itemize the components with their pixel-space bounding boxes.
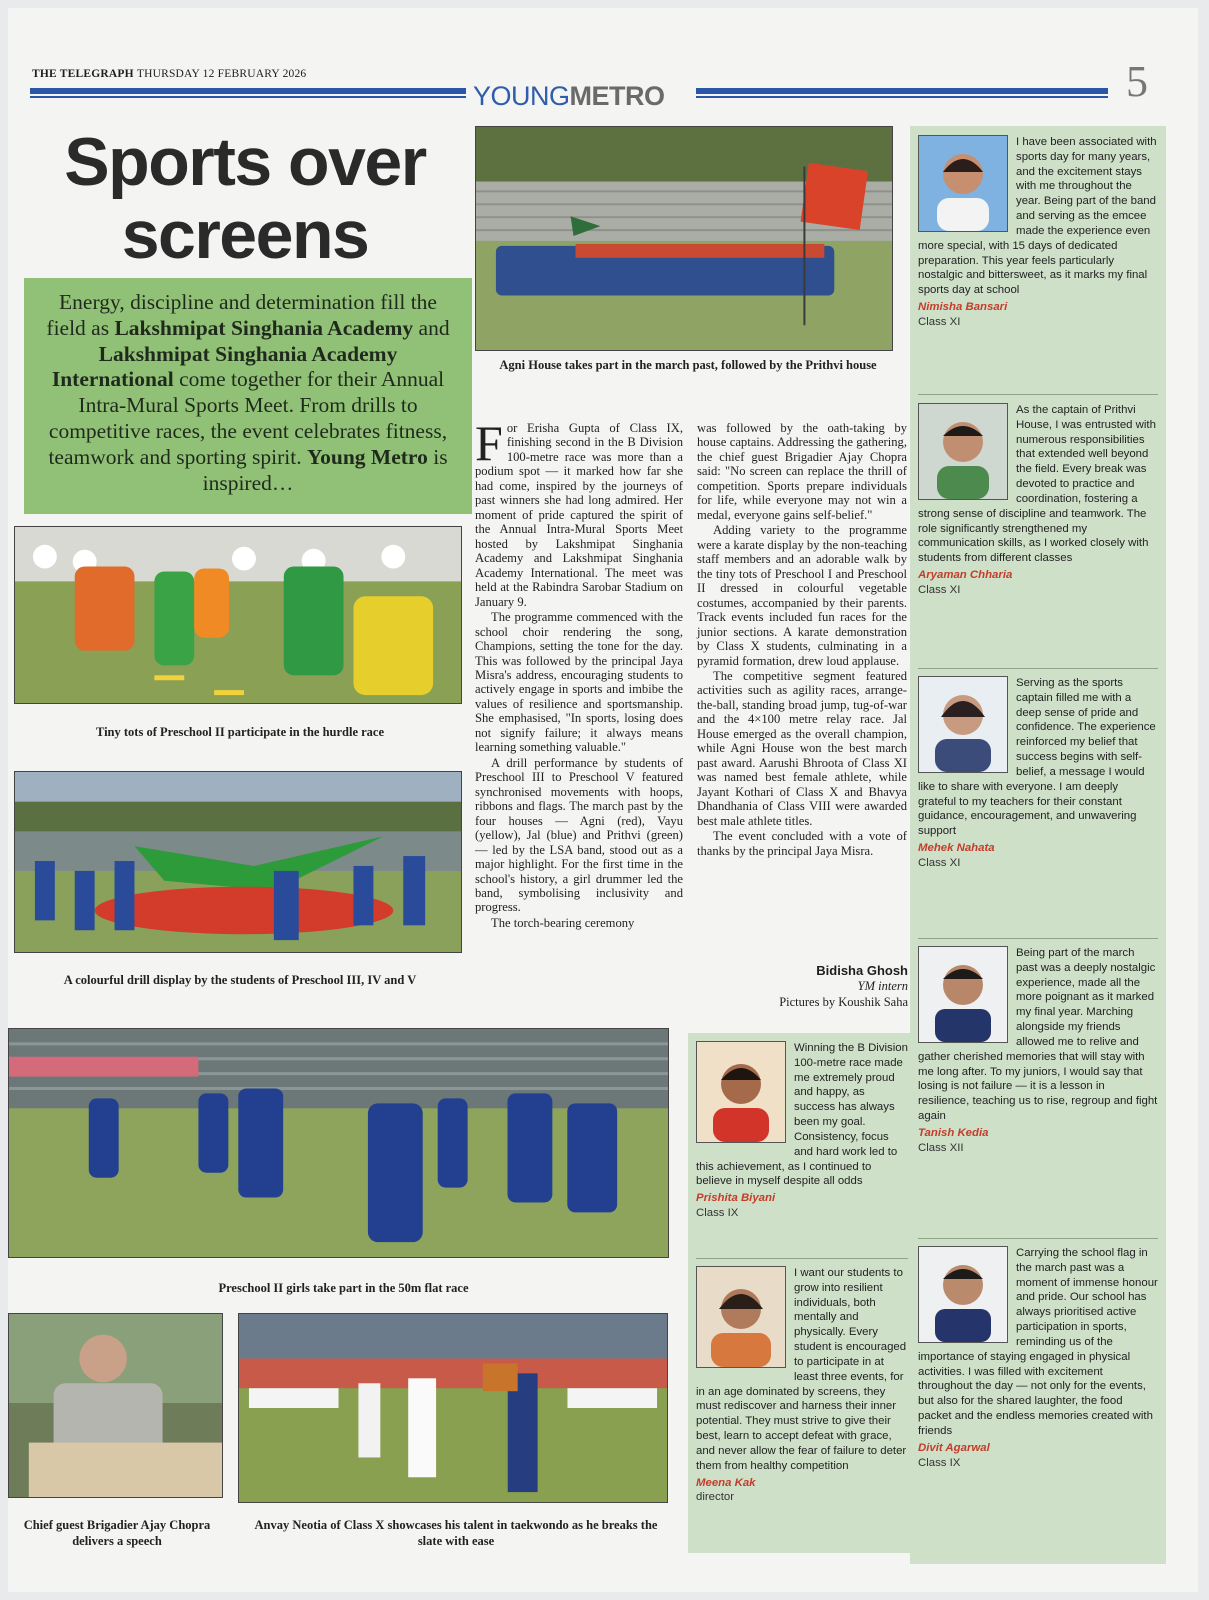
header-rule-right <box>696 88 1108 94</box>
masthead-line <box>32 68 306 80</box>
portrait-mehek <box>918 676 1008 773</box>
quote-nimisha-class: Class XI <box>918 315 961 328</box>
byline-role: YM intern <box>857 979 908 994</box>
quote-meena-text: I want our students to grow into resilient individuals, both mentally and physically. Every student is encouraged to participate in at least three events, for in an age dominated by screens, they must rediscover and harness their inner potential. They must strive to give their best, learn to accept defeat with grace, and never allow the fear of failure to deter them from healthy competition <box>696 1267 907 1472</box>
quote-prishita-text: Winning the B Division 100-metre race made me extremely proud and happy, as success has always been my goal. Consistency, focus and hard work led to this achievement, as I continued to believe in myself despite all odds <box>696 1042 908 1188</box>
article-column-2 <box>697 421 907 859</box>
paper-name: THE TELEGRAPH <box>32 68 134 80</box>
caption-taekwondo: Anvay Neotia of Class X showcases his talent in taekwondo as he breaks the slate with ease <box>254 1518 658 1548</box>
issue-date: THURSDAY 12 FEBRUARY 2026 <box>136 68 307 80</box>
quote-aryaman <box>918 403 1158 598</box>
photo-march-past <box>475 126 893 351</box>
byline-author: Bidisha Ghosh <box>816 963 908 978</box>
quote-separator <box>696 1258 908 1259</box>
portrait-nimisha <box>918 135 1008 232</box>
intro-text-3: come together for their Annual Intra-Mural Sports Meet. From drills to competitive races, the event celebrates fitness, teamwork and sporting spirit. <box>48 367 448 469</box>
quote-separator <box>918 668 1158 669</box>
photo-hurdle-race <box>14 526 462 704</box>
article-paragraph-2: The programme commenced with the school choir rendering the song, Champions, setting the tone for the day. This was followed by the principal Jaya Misra's address, encouraging students to actively engage in sports and imbibe the values of resilience and sportsmanship. She emphasised, "In sports, losing does not signify failure; it always means learning something valuable." <box>475 610 683 755</box>
quote-mehek-text: Serving as the sports captain filled me with a deep sense of pride and confidence. The experience reinforced my belief that success begins with self-belief, a message I would like to share with everyone. I am deeply grateful to my teachers for their constant guidance, encouragement, and unwavering support <box>918 677 1156 838</box>
newspaper-page <box>8 8 1198 1592</box>
quote-tanish <box>918 946 1158 1156</box>
portrait-meena <box>696 1266 786 1368</box>
caption-chief-guest-speech: Chief guest Brigadier Ajay Chopra delivers a speech <box>23 1518 211 1548</box>
headline <box>20 126 470 273</box>
article-paragraph-4: The torch-bearing ceremony <box>491 915 635 930</box>
quote-divit-name: Divit Agarwal <box>918 1441 990 1454</box>
quote-tanish-text: Being part of the march past was a deeply nostalgic experience, made all the more poignant as it marked my final year. Marching alongside my friends allowed me to relive and gather cherished memories that will stay with me long after. To my juniors, I would say that losing is not failure — it is a lesson in resilience, teaching us to rise, regroup and fight again <box>918 947 1158 1123</box>
article-paragraph-8: The event concluded with a vote of thanks by the principal Jaya Misra. <box>697 829 907 858</box>
quote-aryaman-class: Class XI <box>918 583 961 596</box>
page-number: 5 <box>1126 57 1148 106</box>
quote-divit <box>918 1246 1158 1470</box>
quote-separator <box>918 394 1158 395</box>
caption-march-past: Agni House takes part in the march past, followed by the Prithvi house <box>499 358 877 372</box>
section-title-b: METRO <box>569 81 665 111</box>
intro-box <box>24 278 472 514</box>
intro-text-1: Energy, discipline and determination fill the field as <box>46 290 437 340</box>
quote-meena <box>696 1266 908 1505</box>
photo-chief-guest-speech <box>8 1313 223 1498</box>
quote-aryaman-name: Aryaman Chharia <box>918 569 1013 582</box>
intro-school-2: Lakshmipat Singhania Academy International <box>51 341 398 392</box>
intro-text-4: is inspired… <box>202 444 448 495</box>
headline-line1: Sports over <box>64 124 426 200</box>
byline-pictures: Pictures by Koushik Saha <box>779 994 908 1009</box>
quote-separator <box>918 938 1158 939</box>
portrait-aryaman <box>918 403 1008 500</box>
article-paragraph-7: The competitive segment featured activities such as agility races, arrange-the-ball, standing broad jump, tug-of-war and the 4×100 metre relay race. Jal House emerged as the overall champion, while Agni House won the best march past award. Aarushi Bhroota of Class XI was named best female athlete, while Jayant Kothari of Class X and Bhavya Dhandhania of Class VIII were awarded best male athlete titles. <box>697 668 907 828</box>
intro-text-2: and <box>413 315 450 340</box>
quote-divit-class: Class IX <box>918 1456 961 1469</box>
article-paragraph-1 <box>475 415 683 609</box>
byline <box>698 963 908 1011</box>
header-rule-left <box>30 88 466 94</box>
article-column-1 <box>475 415 683 931</box>
quote-mehek-class: Class XI <box>918 856 961 869</box>
quote-mehek-name: Mehek Nahata <box>918 842 995 855</box>
quote-tanish-class: Class XII <box>918 1141 964 1154</box>
photo-taekwondo <box>238 1313 668 1503</box>
headline-line2: screens <box>121 197 369 274</box>
quote-tanish-name: Tanish Kedia <box>918 1126 989 1139</box>
caption-drill-display: A colourful drill display by the students of Preschool III, IV and V <box>63 973 417 987</box>
intro-young-metro: Young Metro <box>307 444 428 469</box>
photo-drill-display <box>14 771 462 953</box>
caption-flat-race: Preschool II girls take part in the 50m flat race <box>218 1281 469 1295</box>
quote-nimisha <box>918 135 1158 330</box>
quote-mehek <box>918 676 1158 871</box>
article-text-1: or Erisha Gupta of Class IX, finishing second in the B Division 100-metre race was more than a podium spot — it marked how far she had come, inspired by the journeys of past winners she had long admired. Her moment of pride captured the spirit of the Annual Intra-Mural Sports Meet hosted by Lakshmipat Singhania Academy and Lakshmipat Singhania Academy International. The meet was held at the Rabindra Sarobar Stadium on January 9. <box>475 421 683 609</box>
quote-aryaman-text: As the captain of Prithvi House, I was entrusted with numerous responsibilities that extended well beyond the field. Every break was devoted to practice and coordination, fostering a strong sense of discipline and teamwork. The role significantly strengthened my communication skills, as I worked closely with students from different classes <box>918 404 1156 565</box>
intro-school-1: Lakshmipat Singhania Academy <box>114 315 414 340</box>
drop-cap: F <box>475 415 503 471</box>
quote-nimisha-text: I have been associated with sports day for many years, and the excitement stays with me throughout the year. Being part of the band and serving as the emcee made the experience even more special, with 15 days of dedicated preparation. This year feels particularly nostalgic and bittersweet, as it marks my final sports day at school <box>918 136 1157 297</box>
quote-meena-class: director <box>696 1491 734 1504</box>
article-paragraph-5: was followed by the oath-taking by house captains. Addressing the gathering, the chief guest Brigadier Ajay Chopra said: "No screen can replace the thrill of competition. Sports prepare individuals for life, while everyone may not win a medal, everyone gains self-belief." <box>697 421 907 522</box>
portrait-prishita <box>696 1041 786 1143</box>
portrait-divit <box>918 1246 1008 1343</box>
quote-prishita <box>696 1041 908 1221</box>
caption-hurdle-race: Tiny tots of Preschool II participate in the hurdle race <box>95 725 385 739</box>
section-title-a: YOUNG <box>473 81 570 111</box>
portrait-tanish <box>918 946 1008 1043</box>
quote-separator <box>918 1238 1158 1239</box>
quote-prishita-name: Prishita Biyani <box>696 1192 776 1205</box>
quote-nimisha-name: Nimisha Bansari <box>918 301 1008 314</box>
quote-divit-text: Carrying the school flag in the march past was a moment of immense honour and pride. Our school has always prioritised active participation in sports, reminding us of the importance of staying engaged in physical activities. I was filled with excitement throughout the day — not only for the events, but also for the shared laughter, the food packet and the endless memories created with friends <box>918 1247 1158 1437</box>
article-paragraph-6: Adding variety to the programme were a karate display by the non-teaching staff members and an adorable walk by the tiny tots of Preschool I and Preschool II dressed in colourful vegetable costumes, accompanied by their parents. Track events included fun races for the junior sections. A karate demonstration by Class X students, culminating in a pyramid formation, drew loud applause. <box>697 523 907 668</box>
photo-flat-race <box>8 1028 669 1258</box>
article-paragraph-3: A drill performance by students of Preschool III to Preschool V featured synchronised movements with hoops, ribbons and flags. The march past by the four houses — Agni (red), Vayu (yellow), Jal (blue) and Prithvi (green) — led by the LSA band, stood out as a major highlight. For the first time in the school's history, a girl drummer led the band, symbolising inclusivity and progress. <box>475 755 683 915</box>
quote-prishita-class: Class IX <box>696 1207 739 1220</box>
quote-meena-name: Meena Kak <box>696 1476 756 1489</box>
section-title <box>473 81 665 112</box>
